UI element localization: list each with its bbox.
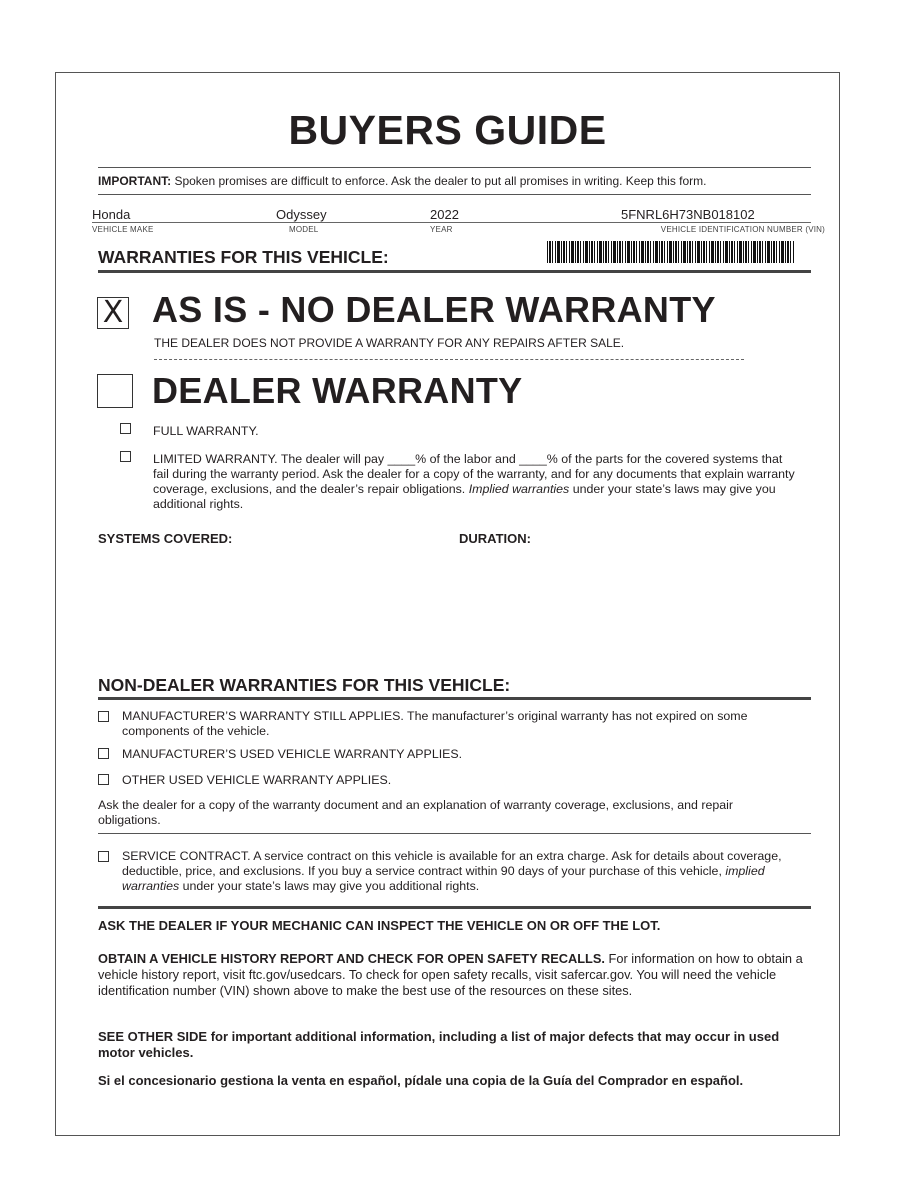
other-side-paragraph: [98, 1029, 804, 1061]
divider: [98, 194, 811, 195]
full-warranty-label: FULL WARRANTY.: [153, 424, 259, 438]
divider: [92, 222, 811, 223]
manufacturer-warranty-label: MANUFACTURER’S WARRANTY STILL APPLIES. The manufacturer’s original warranty has not expired on some components of the vehicle.: [122, 709, 748, 738]
vehicle-model-value: Odyssey: [276, 207, 327, 222]
divider: [98, 167, 811, 168]
warranties-heading: WARRANTIES FOR THIS VEHICLE:: [98, 247, 389, 267]
dashed-divider: [154, 359, 744, 360]
non-dealer-heading: NON-DEALER WARRANTIES FOR THIS VEHICLE:: [98, 675, 511, 695]
parts-percent-blank: ____: [519, 452, 547, 466]
service-contract-end: under your state’s laws may give you additional rights.: [179, 879, 480, 893]
important-label: IMPORTANT:: [98, 174, 172, 188]
important-notice: [98, 174, 706, 188]
limited-warranty-text: [153, 452, 799, 512]
service-contract-text: [122, 849, 792, 894]
history-bold: OBTAIN A VEHICLE HISTORY REPORT AND CHECK FOR OPEN SAFETY RECALLS.: [98, 951, 605, 966]
warranty-document-note: Ask the dealer for a copy of the warranty document and an explanation of warranty coverage, exclusions, and repair obligations.: [98, 798, 734, 827]
as-is-subtitle: THE DEALER DOES NOT PROVIDE A WARRANTY FOR ANY REPAIRS AFTER SALE.: [154, 336, 625, 350]
year-label: YEAR: [430, 225, 453, 234]
manufacturer-warranty-checkbox[interactable]: [98, 711, 109, 722]
limited-end: under your state’s laws may give you additional rights.: [153, 482, 776, 511]
as-is-title: AS IS - NO DEALER WARRANTY: [152, 289, 716, 330]
page-title: BUYERS GUIDE: [288, 107, 607, 153]
limited-pre: LIMITED WARRANTY. The dealer will pay: [153, 452, 388, 466]
systems-covered-label: SYSTEMS COVERED:: [98, 531, 233, 546]
limited-warranty-checkbox[interactable]: [120, 451, 131, 462]
vin-value: 5FNRL6H73NB018102: [621, 207, 755, 222]
model-label: MODEL: [289, 225, 319, 234]
service-contract-body: SERVICE CONTRACT. A service contract on this vehicle is available for an extra charge. Ask for details about coverage, deductible, price, and exclusions. If you buy a service contract within 90 days of your purchase of this vehicle,: [122, 849, 782, 878]
manufacturer-used-warranty-checkbox[interactable]: [98, 748, 109, 759]
full-warranty-checkbox[interactable]: [120, 423, 131, 434]
buyers-guide-form: [55, 72, 840, 1136]
vehicle-year-value: 2022: [430, 207, 459, 222]
vehicle-history-paragraph: [98, 951, 804, 999]
divider: [98, 833, 811, 834]
implied-warranties-italic: Implied warranties: [468, 482, 570, 496]
vehicle-make-value: Honda: [92, 207, 131, 222]
divider: [98, 697, 811, 700]
history-text: For information on how to obtain a vehicle history report, visit ftc.gov/usedcars. To check for open safety recalls, visit safercar.gov. You will need the vehicle identification number (VIN) shown above to make the best use of the resources on these sites.: [98, 951, 803, 998]
mechanic-inspection-note: ASK THE DEALER IF YOUR MECHANIC CAN INSPECT THE VEHICLE ON OR OFF THE LOT.: [98, 918, 661, 933]
other-used-warranty-label: OTHER USED VEHICLE WARRANTY APPLIES.: [122, 773, 392, 787]
service-implied-italic: implied warranties: [122, 864, 765, 893]
divider: [98, 906, 811, 909]
limited-mid2: % of the parts for the covered systems that fail during the warranty period. Ask the dealer for a copy of the warranty, and for any documents that explain warranty coverage, exclusions, and the dealer’s repair obligations.: [153, 452, 795, 496]
labor-percent-blank: ____: [387, 452, 416, 466]
important-text: Spoken promises are difficult to enforce. Ask the dealer to put all promises in writing. Keep this form.: [171, 174, 707, 188]
other-side-bold: SEE OTHER SIDE: [98, 1029, 208, 1044]
manufacturer-used-warranty-label: MANUFACTURER’S USED VEHICLE WARRANTY APPLIES.: [122, 747, 463, 761]
dealer-warranty-title: DEALER WARRANTY: [152, 370, 523, 411]
duration-label: DURATION:: [459, 531, 531, 546]
divider: [98, 270, 811, 273]
x-mark-icon: X: [102, 295, 124, 330]
service-contract-checkbox[interactable]: [98, 851, 109, 862]
limited-mid1: % of the labor and: [415, 452, 520, 466]
dealer-warranty-checkbox[interactable]: [97, 374, 133, 408]
spanish-notice: Si el concesionario gestiona la venta en español, pídale una copia de la Guía del Comprador en español.: [98, 1073, 744, 1088]
other-side-text: for important additional information, including a list of major defects that may occur in used motor vehicles.: [98, 1029, 780, 1060]
other-used-warranty-checkbox[interactable]: [98, 774, 109, 785]
as-is-checkbox[interactable]: [97, 297, 129, 329]
vin-label: VEHICLE IDENTIFICATION NUMBER (VIN): [660, 225, 825, 234]
vehicle-make-label: VEHICLE MAKE: [92, 225, 154, 234]
vin-barcode: [547, 241, 794, 263]
